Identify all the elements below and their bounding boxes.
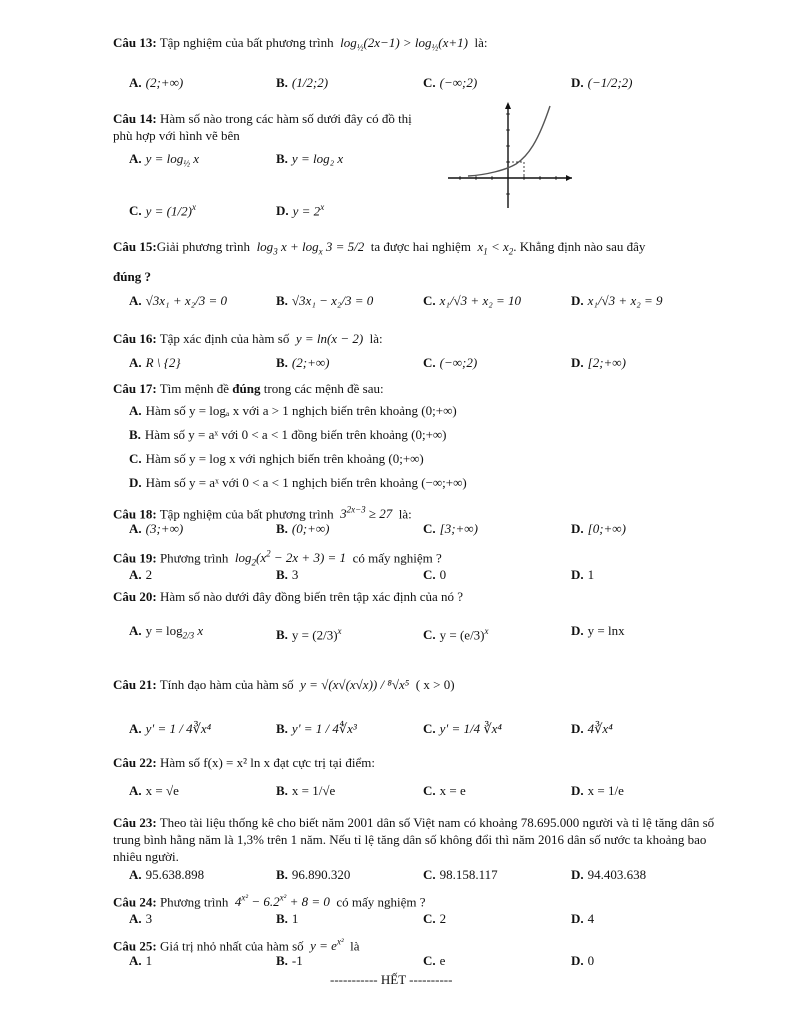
question-text: Tập nghiệm của bất phương trình xyxy=(159,35,334,50)
options-14-row1 xyxy=(129,150,429,172)
option-b[interactable]: B. 96.890.320 xyxy=(276,867,351,882)
statement-b[interactable]: B. Hàm số y = aˣ với 0 < a < 1 đồng biến trên khoảng (0;+∞) xyxy=(129,427,447,442)
question-tail: là: xyxy=(474,35,488,50)
options-18 xyxy=(129,520,729,542)
option-d[interactable]: D. [2;+∞) xyxy=(571,355,626,370)
option-a[interactable]: A. 3 xyxy=(129,911,153,926)
question-number: Câu 15: xyxy=(113,239,157,254)
option-a[interactable]: A. (2;+∞) xyxy=(129,75,184,90)
option-d[interactable]: D. 1 xyxy=(571,567,595,582)
statement-d[interactable]: D. Hàm số y = aˣ với 0 < a < 1 nghịch biến trên khoảng (−∞;+∞) xyxy=(129,475,467,490)
option-c[interactable]: C. 98.158.117 xyxy=(423,867,498,882)
options-21 xyxy=(129,720,729,742)
option-c[interactable]: C. [3;+∞) xyxy=(423,521,478,536)
option-c[interactable]: C. 0 xyxy=(423,567,447,582)
option-d[interactable]: D. [0;+∞) xyxy=(571,521,626,536)
option-a[interactable]: A. √3x₁ + x₂/3 = 0 xyxy=(129,293,228,308)
equation-expression: $\log_3 x + \log_x 3 = 5/2$ xyxy=(253,239,368,257)
option-c[interactable]: C. y' = 1/4 ∛x⁴ xyxy=(423,721,502,736)
option-c[interactable]: C. 2 xyxy=(423,911,447,926)
option-b[interactable]: B. (0;+∞) xyxy=(276,521,330,536)
question-20: Câu 20: Hàm số nào dưới đây đồng biến trên tập xác định của nó ? xyxy=(113,589,464,604)
question-25: Câu 25: Giá trị nhỏ nhất của hàm số $y = e^{x^2}$ là xyxy=(113,937,360,954)
option-b[interactable]: B. $y = (2/3)^x$ xyxy=(276,626,342,643)
option-c[interactable]: C. (−∞;2) xyxy=(423,75,478,90)
y-axis-arrow xyxy=(505,102,511,109)
option-d[interactable]: D. 94.403.638 xyxy=(571,867,647,882)
question-19: Câu 19: Phương trình $\log_2(x^2 - 2x + 3) = 1$ có mấy nghiệm ? xyxy=(113,549,442,568)
options-23 xyxy=(129,866,729,888)
question-mid: ta được hai nghiệm xyxy=(370,239,471,254)
question-text: Giải phương trình xyxy=(156,239,251,254)
end-marker: ----------- HẾT ---------- xyxy=(330,972,453,987)
statement-c[interactable]: C. Hàm số y = log x với nghịch biến trên khoảng (0;+∞) xyxy=(129,451,424,466)
option-d[interactable]: D. 0 xyxy=(571,953,595,968)
option-d[interactable]: D. x₁/√3 + x₂ = 9 xyxy=(571,293,663,308)
option-b[interactable]: B. y = log₂ x xyxy=(276,151,344,166)
option-b[interactable]: B. y' = 1 / 4∜x³ xyxy=(276,721,357,736)
question-number: Câu 13: xyxy=(113,35,157,50)
question-18: Câu 18: Tập nghiệm của bất phương trình $3^{2x-3} \ge 27$ là: xyxy=(113,505,412,522)
option-b[interactable]: B. 1 xyxy=(276,911,299,926)
option-a[interactable]: A. $y = \log_{\frac{1}{2}} x$ xyxy=(129,151,200,169)
options-16 xyxy=(129,354,729,376)
option-b[interactable]: B. (1/2;2) xyxy=(276,75,329,90)
option-d[interactable]: D. 4 xyxy=(571,911,595,926)
option-c[interactable]: C. $y = (1/2)^x$ xyxy=(129,202,196,219)
option-a[interactable]: A. R \ {2} xyxy=(129,355,181,370)
exponential-curve xyxy=(468,106,550,176)
question-14 xyxy=(113,110,413,144)
question-13 xyxy=(113,34,728,57)
question-text: Hàm số nào trong các hàm số dưới đây có đồ thị phù hợp với hình vẽ bên xyxy=(113,111,412,143)
option-b[interactable]: B. 3 xyxy=(276,567,299,582)
options-14-row2 xyxy=(129,198,429,220)
option-a[interactable]: A. (3;+∞) xyxy=(129,521,184,536)
question-16: Câu 16: Tập xác định của hàm số y = ln(x − 2) là: xyxy=(113,331,383,346)
option-a[interactable]: A. 95.638.898 xyxy=(129,867,205,882)
options-22 xyxy=(129,782,729,804)
option-c[interactable]: C. e xyxy=(423,953,446,968)
question-number: Câu 14: xyxy=(113,111,157,126)
option-d[interactable]: D. y = lnx xyxy=(571,623,625,638)
question-23: Câu 23: Theo tài liệu thống kê cho biết năm 2001 dân số Việt nam có khoảng 78.695.000 người và tỉ lệ tăng dân số trung bình hằng năm là 1,3% trên 1 năm. Nếu tỉ lệ tăng dân số không đổi thì năm 2016 dân số nước ta khoảng bao nhiêu người. xyxy=(113,815,715,864)
question-17: Câu 17: Tìm mệnh đề đúng trong các mệnh đề sau: xyxy=(113,381,384,396)
question-15: Câu 15:Giải phương trình $\log_3 x + \log_x 3 = 5/2$ ta được hai nghiệm $x_1 < x_2$. Khẳng định nào sau đây xyxy=(113,239,646,257)
question-22: Câu 22: Hàm số f(x) = x² ln x đạt cực trị tại điểm: xyxy=(113,755,375,770)
options-19 xyxy=(129,566,729,588)
x-axis-arrow xyxy=(566,175,572,181)
question-tail: . Khẳng định nào sau đây xyxy=(513,239,646,254)
question-15-cont: đúng ? xyxy=(113,269,151,284)
options-24 xyxy=(129,910,729,932)
question-21: Câu 21: Tính đạo hàm của hàm số y = √(x√(x√x)) / ⁸√x⁵ ( x > 0) xyxy=(113,677,455,692)
option-c[interactable]: C. (−∞;2) xyxy=(423,355,478,370)
statement-a[interactable]: A. Hàm số y = logₐ x với a > 1 nghịch biến trên khoảng (0;+∞) xyxy=(129,403,457,418)
options-20 xyxy=(129,622,729,644)
option-a[interactable]: A. 2 xyxy=(129,567,153,582)
option-c[interactable]: C. x₁/√3 + x₂ = 10 xyxy=(423,293,522,308)
option-a[interactable]: A. y' = 1 / 4∛x⁴ xyxy=(129,721,212,736)
option-a[interactable]: A. $y = \log_{2/3} x$ xyxy=(129,623,204,641)
options-15 xyxy=(129,292,729,314)
option-a[interactable]: A. x = √e xyxy=(129,783,179,798)
option-d[interactable]: D. $y = 2^x$ xyxy=(276,202,325,219)
option-d[interactable]: D. x = 1/e xyxy=(571,783,624,798)
option-b[interactable]: B. x = 1/√e xyxy=(276,783,336,798)
question-24: Câu 24: Phương trình $4^{x^2} - 6.2^{x^2} + 8 = 0$ có mấy nghiệm ? xyxy=(113,893,426,910)
inequality-expression: $\log_{\frac{1}{2}}(2x-1) > \log_{\frac{1}{2}}(x+1)$ xyxy=(336,35,472,53)
option-c[interactable]: C. $y = (e/3)^x$ xyxy=(423,626,489,643)
exponential-graph-icon xyxy=(446,100,576,212)
option-b[interactable]: B. √3x₁ − x₂/3 = 0 xyxy=(276,293,374,308)
options-13 xyxy=(129,74,729,96)
option-b[interactable]: B. -1 xyxy=(276,953,303,968)
option-c[interactable]: C. x = e xyxy=(423,783,466,798)
options-25 xyxy=(129,952,729,974)
option-d[interactable]: D. 4∛x⁴ xyxy=(571,721,613,736)
option-a[interactable]: A. 1 xyxy=(129,953,153,968)
option-d[interactable]: D. (−1/2;2) xyxy=(571,75,633,90)
option-b[interactable]: B. (2;+∞) xyxy=(276,355,330,370)
